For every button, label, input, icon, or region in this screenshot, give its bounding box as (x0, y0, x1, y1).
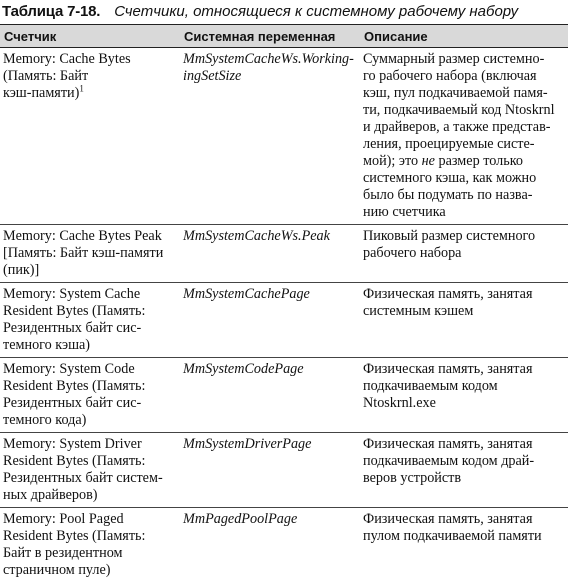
variable-cell (180, 48, 360, 225)
variable-cell (180, 225, 360, 283)
counter-cell (0, 508, 180, 582)
counter-cell (0, 48, 180, 225)
variable-line: MmSystemDriverPage (183, 436, 356, 453)
variable-line: MmPagedPoolPage (183, 511, 356, 528)
description-line: рабочего набора (363, 245, 564, 262)
counter-cell (0, 358, 180, 433)
counter-line: страничном пуле) (3, 562, 176, 579)
table-title: Счетчики, относящиеся к системному рабочему набору (114, 3, 518, 20)
counter-line: Resident Bytes (Память: (3, 378, 176, 395)
description-cell (360, 283, 568, 358)
counter-cell (0, 433, 180, 508)
description-line: пулом подкачиваемой памяти (363, 528, 564, 545)
counter-line: темного кода) (3, 412, 176, 429)
description-cell (360, 225, 568, 283)
variable-cell (180, 433, 360, 508)
description-line: подкачиваемым кодом драй- (363, 453, 564, 470)
description-line: Ntoskrnl.exe (363, 395, 564, 412)
description-line: Физическая память, занятая (363, 436, 564, 453)
counter-line: Memory: Pool Paged (3, 511, 176, 528)
counter-line: Байт в резидентном (3, 545, 176, 562)
description-line: было бы подумать по назва- (363, 187, 564, 204)
variable-line: MmSystemCacheWs.Peak (183, 228, 356, 245)
table-row (0, 225, 568, 283)
emphasis-text: не (422, 153, 435, 169)
counter-line: Memory: Cache Bytes (3, 51, 176, 68)
description-line: Физическая память, занятая (363, 361, 564, 378)
description-line: подкачиваемым кодом (363, 378, 564, 395)
counter-cell (0, 225, 180, 283)
description-line: го рабочего набора (включая (363, 68, 564, 85)
description-line: системного кэша, как можно (363, 170, 564, 187)
counter-line: Memory: System Code (3, 361, 176, 378)
description-line: Суммарный размер системно- (363, 51, 564, 68)
counter-line: Memory: System Cache (3, 286, 176, 303)
variable-cell (180, 283, 360, 358)
counter-line: Memory: System Driver (3, 436, 176, 453)
description-cell (360, 433, 568, 508)
description-line: кэш, пул подкачиваемой памя- (363, 85, 564, 102)
variable-line: MmSystemCodePage (183, 361, 356, 378)
counter-line: (Память: Байт (3, 68, 176, 85)
counter-line: Резидентных байт сис- (3, 320, 176, 337)
description-line: Пиковый размер системного (363, 228, 564, 245)
counter-text: кэш-памяти) (3, 85, 79, 101)
counter-line (3, 85, 176, 102)
description-line: нию счетчика (363, 204, 564, 221)
counter-cell (0, 283, 180, 358)
variable-line: ingSetSize (183, 68, 356, 85)
description-line (363, 153, 564, 170)
table-row (0, 283, 568, 358)
description-text: мой); это (363, 153, 422, 169)
description-line: ления, проецируемые систе- (363, 136, 564, 153)
variable-line: MmSystemCacheWs.Working- (183, 51, 356, 68)
table-row (0, 508, 568, 582)
table-number: Таблица 7-18. (2, 3, 100, 20)
description-cell (360, 48, 568, 225)
description-line: ти, подкачиваемый код Ntoskrnl (363, 102, 564, 119)
counter-line: Резидентных байт сис- (3, 395, 176, 412)
description-line: веров устройств (363, 470, 564, 487)
description-line: Физическая память, занятая (363, 286, 564, 303)
column-header-variable: Системная переменная (180, 25, 360, 48)
counter-line: Resident Bytes (Память: (3, 453, 176, 470)
column-header-counter: Счетчик (0, 25, 180, 48)
description-text: размер только (435, 153, 523, 169)
table-caption (2, 1, 568, 23)
counters-table (0, 24, 568, 582)
variable-line: MmSystemCachePage (183, 286, 356, 303)
counter-line: Resident Bytes (Память: (3, 303, 176, 320)
variable-cell (180, 358, 360, 433)
description-line: Физическая память, занятая (363, 511, 564, 528)
counter-line: Resident Bytes (Память: (3, 528, 176, 545)
counter-line: Memory: Cache Bytes Peak (3, 228, 176, 245)
variable-cell (180, 508, 360, 582)
table-row (0, 358, 568, 433)
counter-line: Резидентных байт систем- (3, 470, 176, 487)
counter-line: темного кэша) (3, 337, 176, 354)
counter-line: [Память: Байт кэш-памяти (3, 245, 176, 262)
description-line: системным кэшем (363, 303, 564, 320)
table-row (0, 48, 568, 225)
description-cell (360, 358, 568, 433)
counter-line: (пик)] (3, 262, 176, 279)
counter-line: ных драйверов) (3, 487, 176, 504)
table-row (0, 433, 568, 508)
description-line: и драйверов, а также представ- (363, 119, 564, 136)
table-header-row (0, 25, 568, 48)
description-cell (360, 508, 568, 582)
footnote-marker: 1 (79, 83, 84, 93)
column-header-description: Описание (360, 25, 568, 48)
